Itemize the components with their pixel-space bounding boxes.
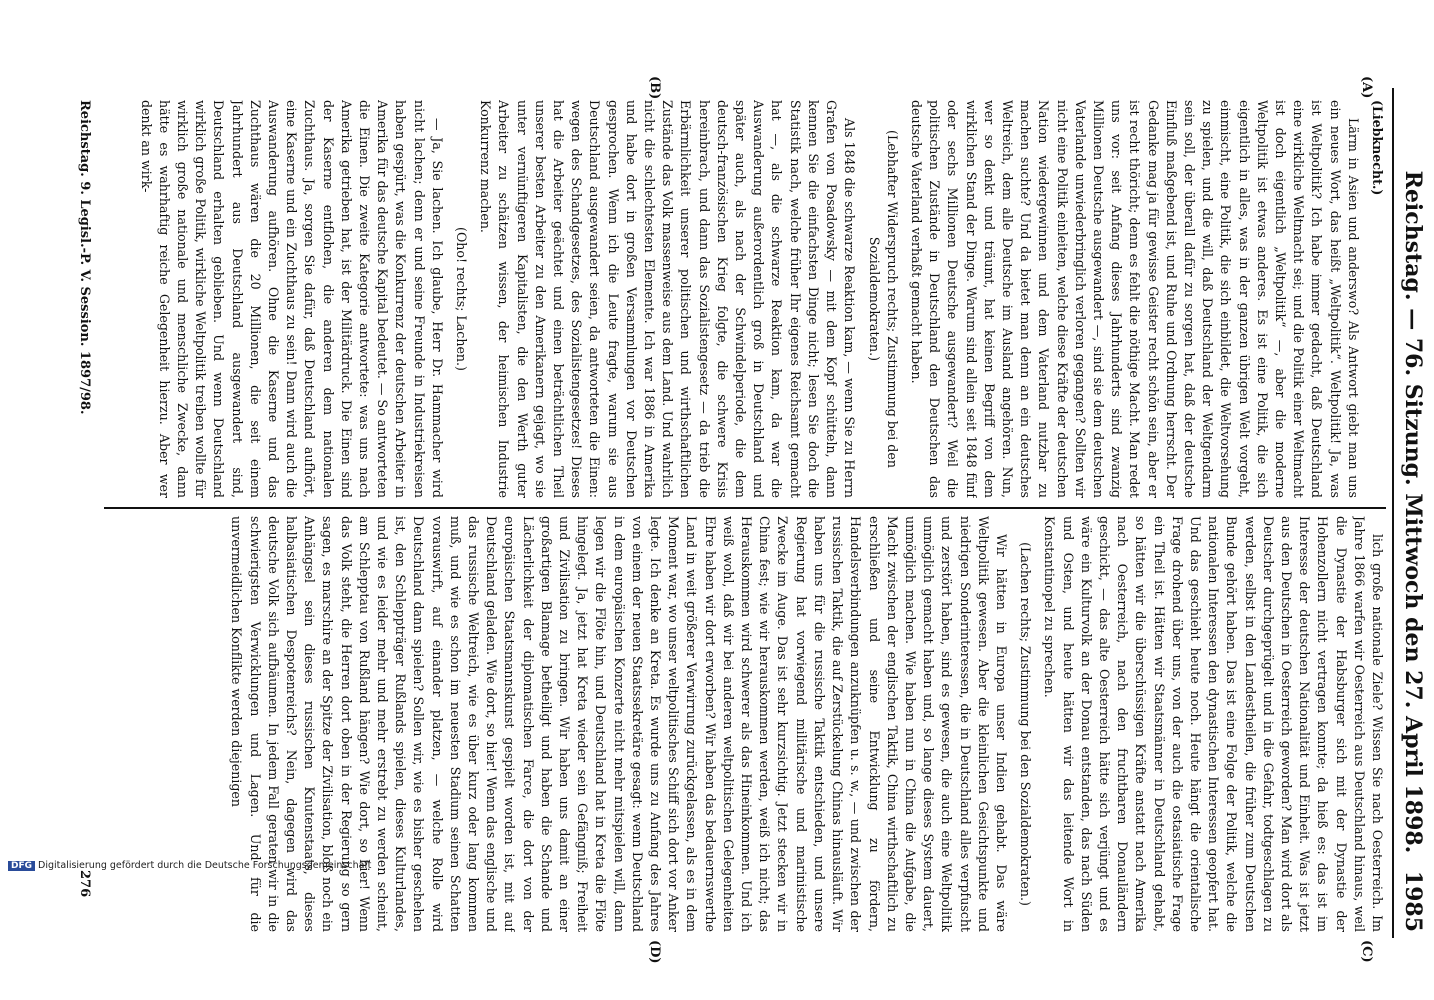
margin-marker-c: (C) [1359,940,1374,963]
footer-sheet-number: 276 [77,870,92,898]
left-column-interjection: (Lebhafter Widerspruch rechts; Zustimmung bei den Sozialdemokraten.) [866,130,900,468]
margin-marker-a: (A) [1359,76,1374,99]
left-column-paragraph: Lärm in Asien und anderswo? Als Antwort giebt man uns ein neues Wort, das heißt „Weltpolitik“. Weltpolitik! Ja, was ist Weltpolitik? Ich habe immer gedacht, daß Deutschland eine wirkliche Weltmacht sei; und die Politik einer Weltmacht ist doch eigentlich „Weltpolitik“ —, aber die moderne Weltpolitik ist etwas anderes. Es ist eine Politik, die sich eigentlich in alles, was in der ganzen übrigen Welt vorgeht, einmischt, eine Politik, die sich einbildet, die Weltvorsehung zu spielen, und die will, daß Deutschland der Weltgendarm sein soll, der überall dafür zu sorgen hat, daß der deutsche Einfluß maßgebend ist, und Ruhe und Ordnung herrscht. Der Gedanke mag ja für gewisse Geister recht schön sein, aber er ist recht thöricht; denn es fehlt die nöthige Macht. Man redet uns vor: seit Anfang dieses Jahrhunderts sind zwanzig Millionen Deutsche ausgewandert —, sind sie dem deutschen Vaterlande unwiederbringlich verloren gegangen? Sollten wir nicht eine Politik einleiten, welche diese Kräfte der deutschen Nation wiedergewinnen und dem Vaterland nutzbar zu machen suchte? Und da bietet man denn an ein deutsches Weltreich, dem alle Deutsche im Ausland angehören. Nun, wer so denkt und träumt, hat keinen Begriff von dem wirklichen Stand der Dinge. Warum sind allein seit 1848 fünf oder sechs Millionen Deutsche ausgewandert? Weil die politischen Zustände in Deutschland den Deutschen das deutsche Vaterland verhaßt gemacht haben. [908,100,1361,498]
right-column-interjection: (Lachen rechts; Zustimmung bei den Sozialdemokraten.) [1018,542,1034,906]
header-page-number: 1985 [1400,870,1426,932]
header-title: Reichstag. — 76. Sitzung. Mittwoch den 27. April 1898. [1400,170,1426,854]
column-divider [104,507,1386,509]
left-column-paragraph: — Ja, Sie lachen. Ich glaube, Herr Dr. Hammacher wird nicht lachen; denn er und seine Freunde in Industriekreisen haben gespürt, was die Konkurrenz der deutschen Arbeiter in Amerika für das deutsche Kapital bedeutet. — So antworteten die Einen. Die zweite Kategorie antwortete: was uns nach Amerika getrieben hat, ist der Militärdruck. Die Einen sind der Kaserne entflohen, die anderen dem nationalen Zuchthaus. Ja, sorgen Sie dafür, daß Deutschland aufhört, eine Kaserne und ein Zuchthaus zu sein! Dann wird auch die Auswanderung aufhören. Ohne die Kaserne und das Zuchthaus wären die 20 Millionen, die seit einem Jahrhundert aus Deutschland ausgewandert sind, Deutschland erhalten geblieben. Und wenn Deutschland wirklich große Politik, wirkliche Weltpolitik treiben wollte für wirklich große nationale und menschliche Zwecke, dann hätte es wahrhaftig reiche Gelegenheit hierzu. Aber wer denkt an wirk- [138,100,445,498]
left-column-paragraph: Als 1848 die schwarze Reaktion kam, — wenn Sie zu Herrn Grafen von Posadowsky — mit dem Kopf schütteln, dann kennen Sie die einfachsten Dinge nicht; lesen Sie doch die Statistik nach, welche früher Ihr eigenes Reichsamt gemacht hat —, als die schwarze Reaktion kam, da war die Auswanderung außerordentlich groß in Deutschland und später auch, als nach der Schwindelperiode, die dem deutsch-französischen Krieg folgte, die schwere Krisis hereinbrach, und dann das Sozialistengesetz — da trieb die Erbärmlichkeit unserer politischen und wirthschaftlichen Zustände das Volk massenweise aus dem Land. Und wahrlich nicht die schlechtesten Elemente. Ich war 1886 in Amerika und habe dort in großen Versammlungen vor Deutschen gesprochen. Wenn ich die Leute fragte, warum sie aus Deutschland ausgewandert seien, da antworteten die Einen: wegen des Schandgesetzes, des Sozialistengesetzes! Dieses hat die Arbeiter geächtet und einen beträchtlichen Theil unserer besten Arbeiter zu den Amerikanern gejagt, wo sie unter vernünftigeren Kapitalisten, die den Werth guter Arbeiter zu schätzen wissen, der heimischen Industrie Konkurrenz machen. [478,100,858,498]
footer-session-info: Reichstag. 9. Legisl.-P. V. Session. 1897/98. [77,100,92,415]
header-rule [1392,88,1394,938]
digitization-note-text: Digitalisierung gefördert durch die Deutsche Forschungsgemeinschaft [38,860,372,871]
left-text-column [104,100,1386,498]
left-column-interjection: (Oho! rechts; Lachen.) [454,227,470,371]
right-column-paragraph: lich große nationale Ziele? Wissen Sie nach Oesterreich. Im Jahre 1866 warfen wir Oesterreich aus Deutschland hinaus, weil die Dynastie der Habsburger sich mit der Dynastie der Hohenzollern nicht vertragen konnte; da hieß es: das ist im Interesse der deutschen Nationalität und Einheit. Was ist jetzt aus den Deutschen in Oesterreich geworden? Man wird dort als Deutscher durchgeprügelt und in die Gefahr, todtgeschlagen zu werden, selbst in den Landestheilen, die früher zum Deutschen Bunde gehört haben. Das ist eine Folge der Politik, welche die nationalen Interessen den dynastischen Interessen geopfert hat. Und das geschieht heute noch. Heute hängt die orientalische Frage drohend über uns, von der auch die ostasiatische Frage ein Theil ist. Hätten wir Staatsmänner in Deutschland gehabt, so hätten wir die überschüssigen Kräfte anstatt nach Amerika nach Oesterreich, nach den fruchtbaren Donauländern geschickt, — das alte Oesterreich hätte sich verjüngt und es wäre ein Kulturvolk an der Donau entstanden, das nach Süden und Osten, und heute hätten wir das leitende Wort in Konstantinopel zu sprechen. [1042,516,1385,932]
margin-marker-d: (D) [647,940,662,964]
left-column-speaker: (Liebknecht.) [1370,100,1385,196]
page-header [1396,92,1426,932]
digitization-note [8,860,371,871]
margin-marker-b: (B) [647,76,662,100]
dfg-logo: DFG [8,861,35,871]
right-column-paragraph: Wir hätten in Europa unser Indien gehabt. Das wäre Weltpolitik gewesen. Aber die kleinlichen Gesichtspunkte und niedrigen Sonderinteressen, die in Deutschland alles verpfuscht und zerstört haben, sind es gewesen, die auch eine Weltpolitik unmöglich gemacht haben und, so lange dieses System dauert, unmöglich machen. Wie haben nun in China die Aufgabe, die Macht zwischen der englischen Taktik, China wirthschaftlich zu erschließen und seine Entwicklung zu fördern, Handelsverbindungen anzuknüpfen u. s. w., — und zwischen der russischen Taktik, die auf Zerstückelung Chinas hinausläuft. Wir haben uns für die russische Taktik entschieden, und unsere Regierung hat vorwiegend militärische und marinistische Zwecke im Auge. Das ist sehr kurzsichtig. Jetzt stecken wir in China fest; wie wir herauskommen werden, weiß ich nicht; das Herauskommen wird schwerer als das Hineinkommen. Und ich weiß wohl, daß wir bei anderen weltpolitischen Gelegenheiten Ehre haben wir dort erworben? Wir haben das bedauernswerthe Land in weit größerer Verwirrung zurückgelassen, als es in dem Moment war, wo unser weltpolitisches Schiff sich dort vor Anker legte. Ich denke an Kreta. Es wurde uns zu Anfang des Jahres von einem der neuen Staatssekretäre gesagt: wenn Deutschland in dem europäischen Konzerte nicht mehr mitspielen will, dann legen wir die Flöte hin, und Deutschland hat in Kreta die Flöte hingelegt. Ja, jetzt hat Kreta wieder sein Gefängniß; Freiheit und Zivilisation zu bringen. Wir haben uns damit an einer großartigen Blamage betheiligt und haben die Schande und Lächerlichkeit der diplomatischen Farce, die dort von der europäischen Staatsmannskunst gespielt worden ist, mit auf Deutschland geladen. Wie dort, so hier! Wenn das englische und das russische Weltreich, wie es über kurz oder lang kommen muß, und wie es schon im neuesten Stadium seinen Schatten vorauswirft, auf einander platzen, — welche Rolle wird Deutschland dann spielen? Sollen wir, wie es bisher geschehen ist, den Schleppträger Rußlands spielen, dieses Kulturlandes, und wie es leider mehr und mehr erstrebt zu werden scheint, am Schlepptau von Rußland hängen? Wie dort, so hier! Wenn das Volk steht, die Herren dort oben in der Regierung so gern sagen, es marschire an der Spitze der Zivilisation, bloß noch ein Anhängsel sein dieses russischen Knutenstaats, dieses halbasiatischen Despotenreichs? Nein, dagegen wird das deutsche Volk sich aufbäumen. In jedem Fall geraten wir in die schwierigsten Verwicklungen und Lagen. Und für die unvermeidlichen Konflikte werden diejenigen [229,516,1009,932]
